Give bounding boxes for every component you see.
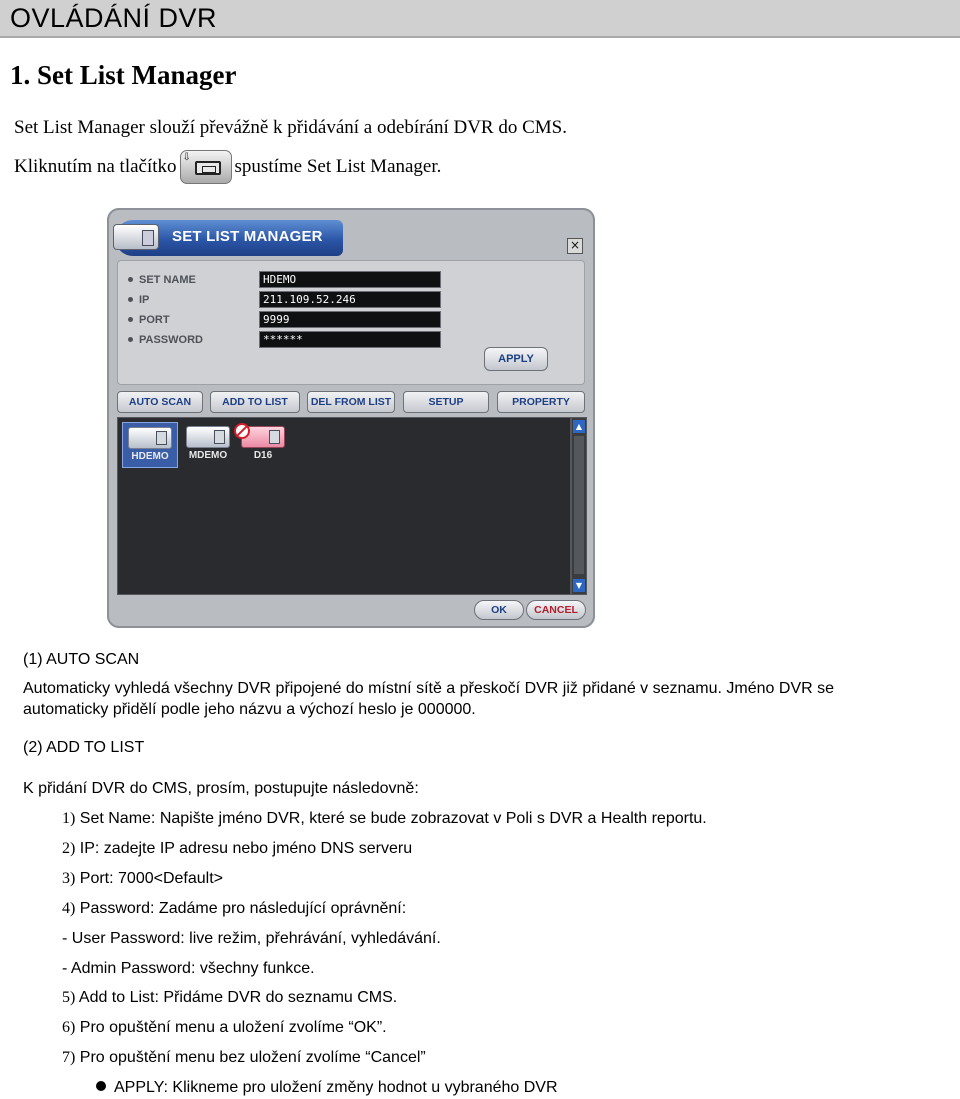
set-name-label: SET NAME <box>139 273 196 286</box>
bullet-icon <box>128 277 133 282</box>
step-number: 6) <box>62 1019 76 1036</box>
ip-label: IP <box>139 293 150 306</box>
add-to-list-button[interactable]: ADD TO LIST <box>210 391 300 413</box>
dvr-name: HDEMO <box>131 451 169 462</box>
bullet-icon <box>128 297 133 302</box>
del-from-list-button[interactable]: DEL FROM LIST <box>307 391 395 413</box>
dvr-name: MDEMO <box>188 450 228 461</box>
step-item <box>62 989 397 1007</box>
close-icon[interactable]: × <box>567 238 583 254</box>
scroll-down-icon[interactable]: ▼ <box>573 579 585 592</box>
step-number: 4) <box>62 900 76 917</box>
scrollbar-track[interactable] <box>574 436 584 574</box>
user-password-note: - User Password: live režim, přehrávání, vyhledávání. <box>62 930 441 947</box>
port-field[interactable]: 9999 <box>259 311 441 328</box>
step-item <box>62 870 223 888</box>
list-scrollbar[interactable] <box>571 417 587 595</box>
dialog-title: SET LIST MANAGER <box>172 228 323 245</box>
page-header-title: OVLÁDÁNÍ DVR <box>10 3 218 33</box>
field-label-set-name <box>128 271 196 288</box>
step-item <box>62 840 412 858</box>
ip-field[interactable]: 211.109.52.246 <box>259 291 441 308</box>
step-text: Port: 7000<Default> <box>79 870 223 887</box>
dvr-title-icon <box>113 224 159 250</box>
auto-scan-heading: (1) AUTO SCAN <box>23 651 140 668</box>
add-to-list-heading: (2) ADD TO LIST <box>23 739 145 756</box>
step-text: IP: zadejte IP adresu nebo jméno DNS serveru <box>79 840 413 857</box>
header-bar <box>0 0 960 38</box>
step-number: 5) <box>62 989 76 1006</box>
step-item <box>62 810 707 828</box>
step-text: Add to List: Přidáme DVR do seznamu CMS. <box>78 989 398 1006</box>
step-number: 3) <box>62 870 76 887</box>
intro-text: Set List Manager slouží převážně k přidávání a odebírání DVR do CMS. <box>14 117 567 138</box>
add-to-list-intro: K přidání DVR do CMS, prosím, postupujte následovně: <box>23 780 419 797</box>
set-name-field[interactable]: HDEMO <box>259 271 441 288</box>
step-item <box>62 1019 387 1037</box>
dvr-icon <box>186 426 230 448</box>
apply-button[interactable]: APPLY <box>484 347 548 371</box>
field-label-port <box>128 311 170 328</box>
set-list-manager-dialog <box>107 208 595 628</box>
set-list-manager-button-icon <box>180 150 232 184</box>
bullet-icon <box>128 317 133 322</box>
password-label: PASSWORD <box>139 333 203 346</box>
admin-password-note: - Admin Password: všechny funkce. <box>62 960 315 977</box>
dialog-title-bar <box>115 220 343 256</box>
intro-text-before: Kliknutím na tlačítko <box>14 156 177 177</box>
dvr-icon <box>128 427 172 449</box>
dvr-list[interactable] <box>117 417 571 595</box>
bullet-icon <box>96 1081 106 1091</box>
dvr-name: D16 <box>253 450 273 461</box>
apply-bullet-item <box>96 1079 558 1097</box>
step-text: Set Name: Napište jméno DVR, které se bude zobrazovat v Poli s DVR a Health reportu. <box>79 810 707 827</box>
step-number: 7) <box>62 1049 76 1066</box>
dvr-list-item[interactable] <box>180 422 236 468</box>
field-label-ip <box>128 291 149 308</box>
intro-text-button-line <box>14 150 441 184</box>
step-item <box>62 900 406 918</box>
ok-button[interactable]: OK <box>474 600 524 620</box>
settings-form-panel <box>117 260 585 385</box>
step-number: 2) <box>62 840 76 857</box>
intro-text-after: spustíme Set List Manager. <box>234 156 442 177</box>
bullet-icon <box>128 337 133 342</box>
dvr-list-item[interactable] <box>235 422 291 468</box>
download-arrow-icon: ⇩ <box>182 152 191 163</box>
auto-scan-button[interactable]: AUTO SCAN <box>117 391 203 413</box>
port-label: PORT <box>139 313 170 326</box>
field-label-password <box>128 331 203 348</box>
property-button[interactable]: PROPERTY <box>497 391 585 413</box>
section-title: 1. Set List Manager <box>10 60 237 90</box>
dvr-device-icon <box>195 161 221 175</box>
step-text: Password: Zadáme pro následující oprávnění: <box>79 900 407 917</box>
setup-button[interactable]: SETUP <box>403 391 489 413</box>
apply-bullet-text: APPLY: Klikneme pro uložení změny hodnot u vybraného DVR <box>114 1079 558 1096</box>
auto-scan-text: Automaticky vyhledá všechny DVR připojené do místní sítě a přeskočí DVR již přidané v seznamu. Jméno DVR se <box>23 680 835 697</box>
step-number: 1) <box>62 810 76 827</box>
dvr-icon <box>241 426 285 448</box>
scroll-up-icon[interactable]: ▲ <box>573 420 585 433</box>
cancel-button[interactable]: CANCEL <box>526 600 586 620</box>
disconnected-icon <box>234 423 250 439</box>
step-text: Pro opuštění menu a uložení zvolíme “OK”. <box>79 1019 387 1036</box>
step-item <box>62 1049 426 1067</box>
password-field[interactable]: ****** <box>259 331 441 348</box>
dvr-list-item[interactable] <box>122 422 178 468</box>
auto-scan-text-2: automaticky přidělí podle jeho názvu a výchozí heslo je 000000. <box>23 701 476 718</box>
step-text: Pro opuštění menu bez uložení zvolíme “Cancel” <box>79 1049 426 1066</box>
